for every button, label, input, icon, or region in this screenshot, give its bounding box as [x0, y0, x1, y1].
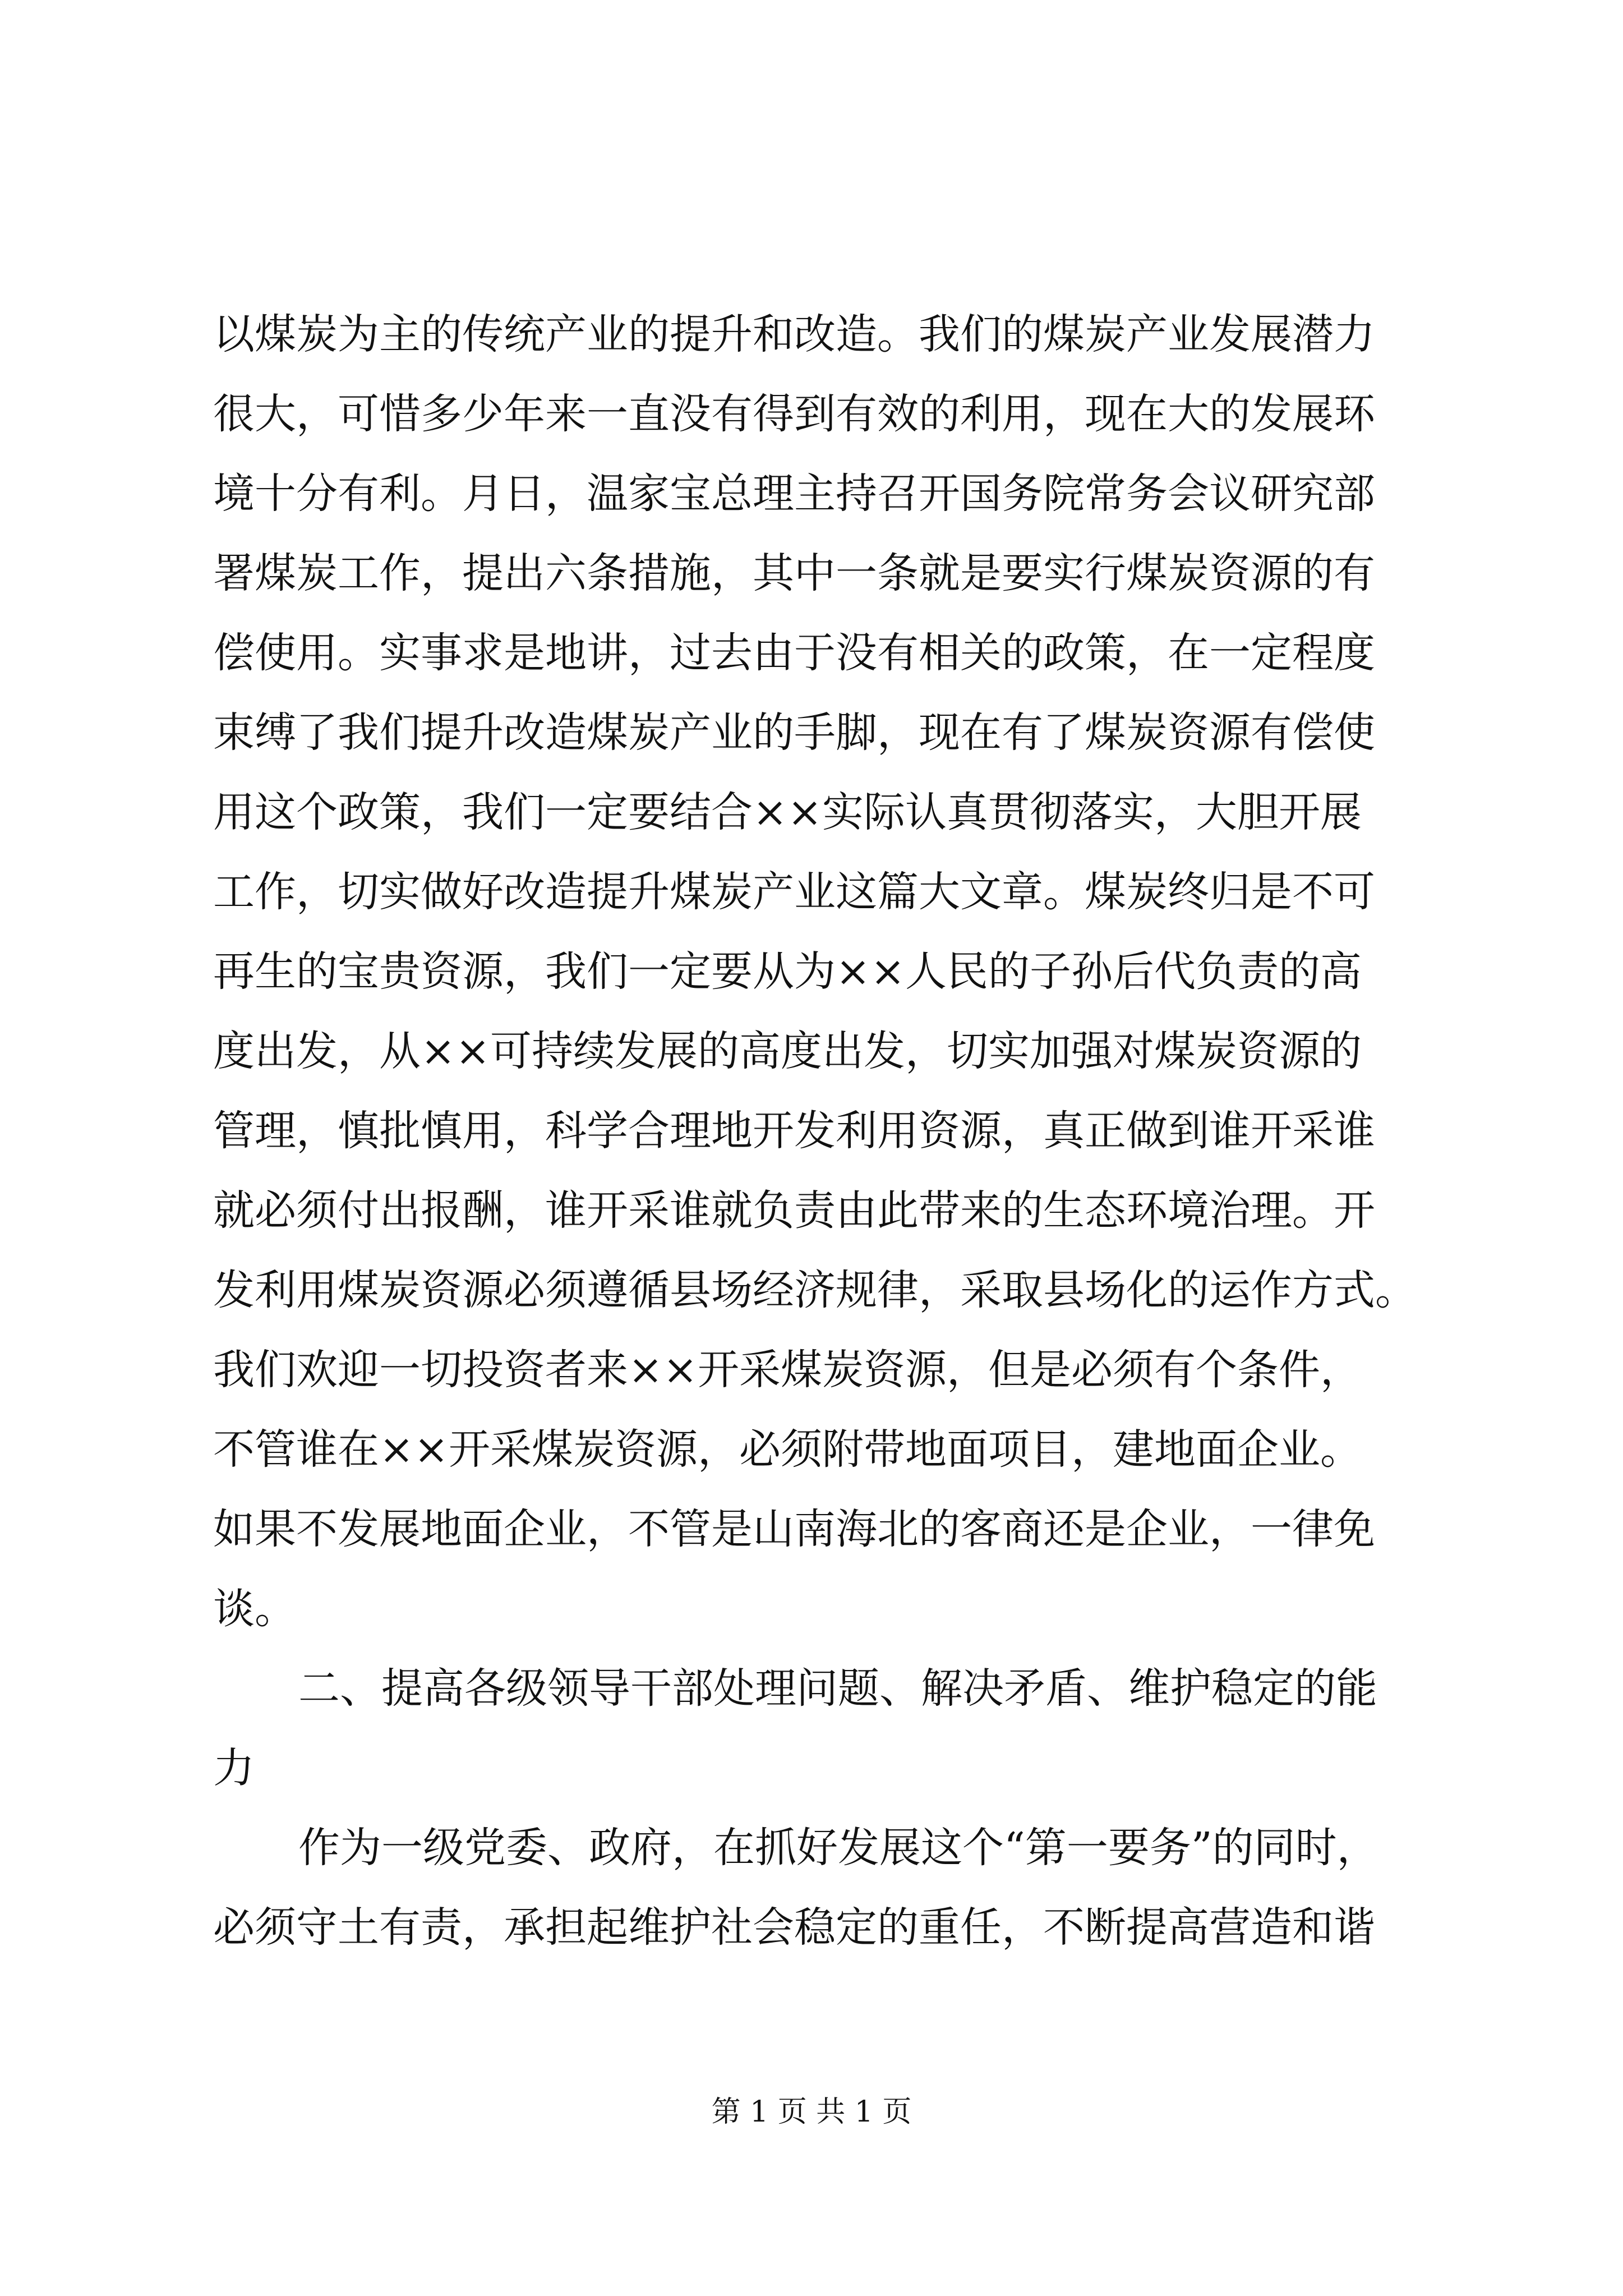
page-footer: 第 1 页 共 1 页 — [711, 2095, 912, 2129]
paragraph-line: 必须守土有责，承担起维护社会稳定的重任，不断提高营造和谐 — [213, 1903, 1375, 1952]
paragraph-line: 就必须付出报酬，谁开采谁就负责由此带来的生态环境治理。开 — [213, 1186, 1375, 1235]
paragraph-line: 我们欢迎一切投资者来××开采煤炭资源，但是必须有个条件， — [213, 1346, 1362, 1394]
paragraph-line: 用这个政策，我们一定要结合××实际认真贯彻落实，大胆开展 — [213, 788, 1362, 836]
paragraph-line: 境十分有利。月日，温家宝总理主持召开国务院常务会议研究部 — [213, 470, 1375, 518]
paragraph-line: 偿使用。实事求是地讲，过去由于没有相关的政策，在一定程度 — [213, 629, 1375, 677]
section-heading-line: 二、提高各级领导干部处理问题、解决矛盾、维护稳定的能 — [298, 1664, 1377, 1713]
paragraph-line: 作为一级党委、政府，在抓好发展这个“第一要务”的同时， — [298, 1824, 1378, 1872]
paragraph-line: 工作，切实做好改造提升煤炭产业这篇大文章。煤炭终归是不可 — [213, 868, 1375, 916]
paragraph-line: 管理，慎批慎用，科学合理地开发利用资源，真正做到谁开采谁 — [213, 1107, 1375, 1155]
document-body — [213, 295, 1419, 1967]
paragraph-line: 如果不发展地面企业，不管是山南海北的客商还是企业，一律免 — [213, 1505, 1375, 1553]
paragraph-line: 束缚了我们提升改造煤炭产业的手脚，现在有了煤炭资源有偿使 — [213, 708, 1375, 757]
paragraph-line: 以煤炭为主的传统产业的提升和改造。我们的煤炭产业发展潜力 — [213, 310, 1375, 358]
paragraph-line: 署煤炭工作，提出六条措施，其中一条就是要实行煤炭资源的有 — [213, 549, 1375, 597]
paragraph-line: 很大，可惜多少年来一直没有得到有效的利用，现在大的发展环 — [213, 390, 1375, 438]
paragraph-line: 谈。 — [213, 1585, 296, 1633]
paragraph-line: 发利用煤炭资源必须遵循县场经济规律，采取县场化的运作方式。 — [213, 1266, 1417, 1314]
paragraph-line: 度出发，从××可持续发展的高度出发，切实加强对煤炭资源的 — [213, 1027, 1362, 1075]
section-heading-line: 力 — [213, 1744, 255, 1792]
paragraph-line: 不管谁在××开采煤炭资源，必须附带地面项目，建地面企业。 — [213, 1425, 1362, 1474]
paragraph-line: 再生的宝贵资源，我们一定要从为××人民的子孙后代负责的高 — [213, 947, 1362, 996]
